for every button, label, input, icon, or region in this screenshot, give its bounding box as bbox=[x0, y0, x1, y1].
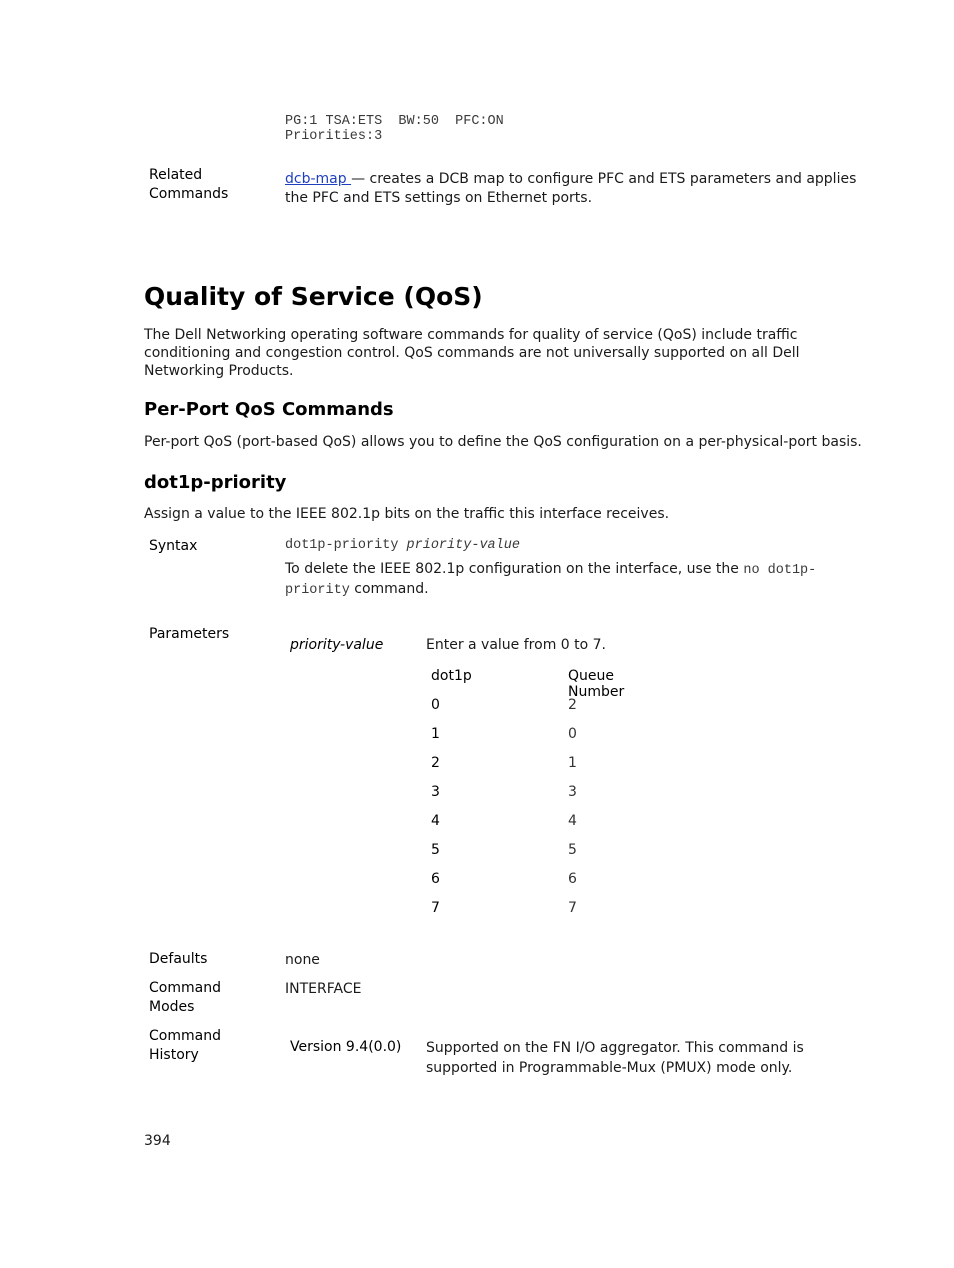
code-line: PG:1 TSA:ETS BW:50 PFC:ON bbox=[285, 114, 504, 129]
command-modes-label: Command Modes bbox=[149, 980, 221, 1015]
command-history-label: Command History bbox=[149, 1028, 221, 1063]
command-heading: dot1p-priority bbox=[144, 472, 287, 493]
related-commands-text bbox=[285, 170, 856, 208]
perport-text: Per-port QoS (port-based QoS) allows you to define the QoS configuration on a per-physical-port basis. bbox=[144, 434, 862, 450]
syntax-command: dot1p-priority priority-value bbox=[285, 538, 520, 553]
delete-instructions: To delete the IEEE 802.1p configuration on the interface, use the no dot1p- priority command. bbox=[285, 561, 817, 598]
perport-heading: Per-Port QoS Commands bbox=[144, 399, 394, 420]
related-desc-cont: the PFC and ETS settings on Ethernet ports. bbox=[285, 190, 593, 206]
command-modes-value: INTERFACE bbox=[285, 981, 362, 997]
section-title: Quality of Service (QoS) bbox=[144, 282, 483, 311]
related-desc: — creates a DCB map to configure PFC and ETS parameters and applies bbox=[351, 171, 857, 187]
related-commands-label: Related Commands bbox=[149, 167, 229, 202]
code-block bbox=[285, 114, 504, 144]
param-name: priority-value bbox=[290, 637, 384, 653]
parameters-label: Parameters bbox=[149, 626, 230, 642]
syntax-label: Syntax bbox=[149, 538, 198, 554]
defaults-value: none bbox=[285, 952, 320, 968]
param-description: Enter a value from 0 to 7. bbox=[426, 637, 606, 653]
section-intro: The Dell Networking operating software commands for quality of service (QoS) include traffic conditioning and congestion control. QoS commands are not universally supported on all Dell Networking Products. bbox=[144, 327, 800, 379]
history-version: Version 9.4(0.0) bbox=[290, 1039, 402, 1055]
table-header-cell: dot1p bbox=[431, 668, 472, 684]
page-number: 394 bbox=[144, 1133, 171, 1149]
command-description: Assign a value to the IEEE 802.1p bits on the traffic this interface receives. bbox=[144, 506, 670, 522]
defaults-label: Defaults bbox=[149, 951, 208, 967]
syntax-argument: priority-value bbox=[406, 538, 520, 553]
table-header-cell: Queue Number bbox=[568, 668, 625, 700]
history-description: Supported on the FN I/O aggregator. This command is supported in Programmable-Mux (PMUX) mode only. bbox=[426, 1040, 804, 1076]
dcb-map-link[interactable]: dcb-map bbox=[285, 171, 352, 187]
code-line: Priorities:3 bbox=[285, 129, 383, 144]
